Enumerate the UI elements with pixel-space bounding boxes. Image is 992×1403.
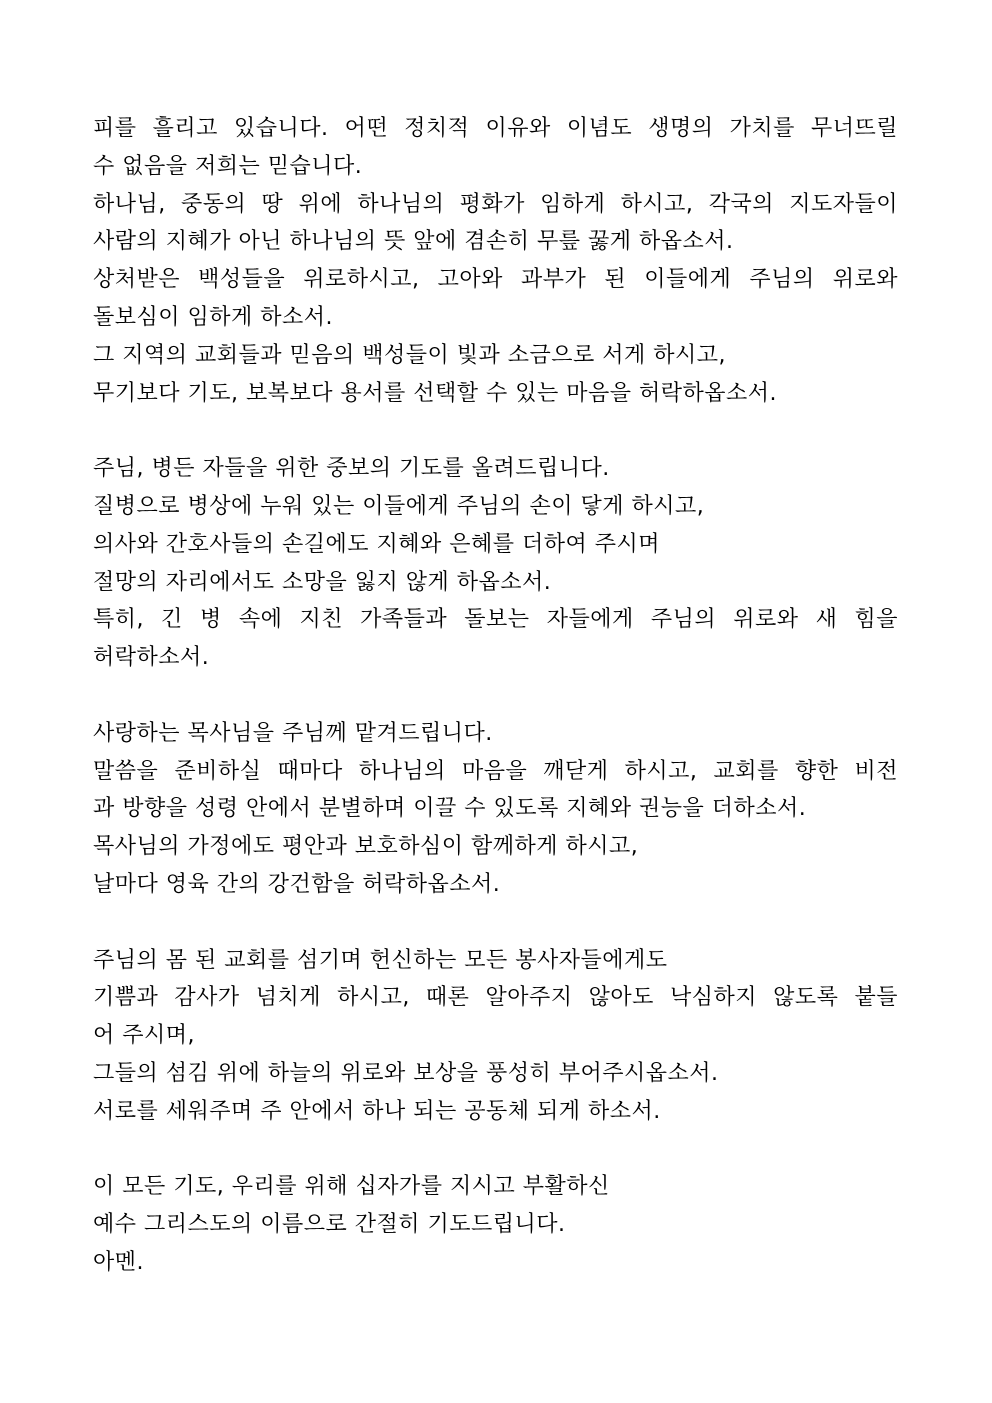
- text-line: 날마다 영육 간의 강건함을 허락하옵소서.: [93, 871, 501, 897]
- text-line: 특히, 긴 병 속에 지친 가족들과 돌보는 자들에게 주님의 위로와 새 힘을: [93, 607, 898, 633]
- paragraph-break: [93, 1131, 898, 1169]
- text-line: 그 지역의 교회들과 믿음의 백성들이 빛과 소금으로 서게 하시고,: [93, 342, 726, 368]
- text-line: 무기보다 기도, 보복보다 용서를 선택할 수 있는 마음을 허락하옵소서.: [93, 380, 777, 406]
- text-line: 질병으로 병상에 누워 있는 이들에게 주님의 손이 닿게 하시고,: [93, 493, 705, 519]
- text-line: 주님, 병든 자들을 위한 중보의 기도를 올려드립니다.: [93, 456, 610, 482]
- text-line: 의사와 간호사들의 손길에도 지혜와 은혜를 더하여 주시며: [93, 531, 661, 557]
- text-line: 그들의 섬김 위에 하늘의 위로와 보상을 풍성히 부어주시옵소서.: [93, 1060, 719, 1086]
- paragraph-break: [93, 677, 898, 715]
- text-line: 목사님의 가정에도 평안과 보호하심이 함께하게 하시고,: [93, 834, 639, 860]
- text-line: 서로를 세워주며 주 안에서 하나 되는 공동체 되게 하소서.: [93, 1098, 661, 1124]
- text-line: 과 방향을 성령 안에서 분별하며 이끌 수 있도록 지혜와 권능을 더하소서.: [93, 796, 807, 822]
- text-line: 허락하소서.: [93, 645, 210, 671]
- text-line: 돌보심이 임하게 하소서.: [93, 304, 334, 330]
- prayer-text: [93, 110, 898, 1282]
- paragraph-break: [93, 412, 898, 450]
- text-line: 이 모든 기도, 우리를 위해 십자가를 지시고 부활하신: [93, 1174, 610, 1200]
- text-line: 피를 흘리고 있습니다. 어떤 정치적 이유와 이념도 생명의 가치를 무너뜨릴: [93, 116, 898, 141]
- text-line: 사랑하는 목사님을 주님께 맡겨드립니다.: [93, 720, 493, 746]
- text-line: 하나님, 중동의 땅 위에 하나님의 평화가 임하게 하시고, 각국의 지도자들이: [93, 191, 898, 217]
- text-line: 수 없음을 저희는 믿습니다.: [93, 153, 363, 179]
- paragraph-break: [93, 904, 898, 942]
- text-line: 상처받은 백성들을 위로하시고, 고아와 과부가 된 이들에게 주님의 위로와: [93, 267, 898, 293]
- text-line: 아멘.: [93, 1249, 144, 1275]
- text-line: 절망의 자리에서도 소망을 잃지 않게 하옵소서.: [93, 569, 552, 595]
- text-line: 예수 그리스도의 이름으로 간절히 기도드립니다.: [93, 1212, 566, 1238]
- text-line: 기쁨과 감사가 넘치게 하시고, 때론 알아주지 않아도 낙심하지 않도록 붙들: [93, 985, 898, 1011]
- text-line: 사람의 지혜가 아닌 하나님의 뜻 앞에 겸손히 무릎 꿇게 하옵소서.: [93, 229, 734, 255]
- text-line: 주님의 몸 된 교회를 섬기며 헌신하는 모든 봉사자들에게도: [93, 947, 668, 973]
- text-line: 말씀을 준비하실 때마다 하나님의 마음을 깨닫게 하시고, 교회를 향한 비전: [93, 758, 898, 784]
- text-line: 어 주시며,: [93, 1023, 195, 1049]
